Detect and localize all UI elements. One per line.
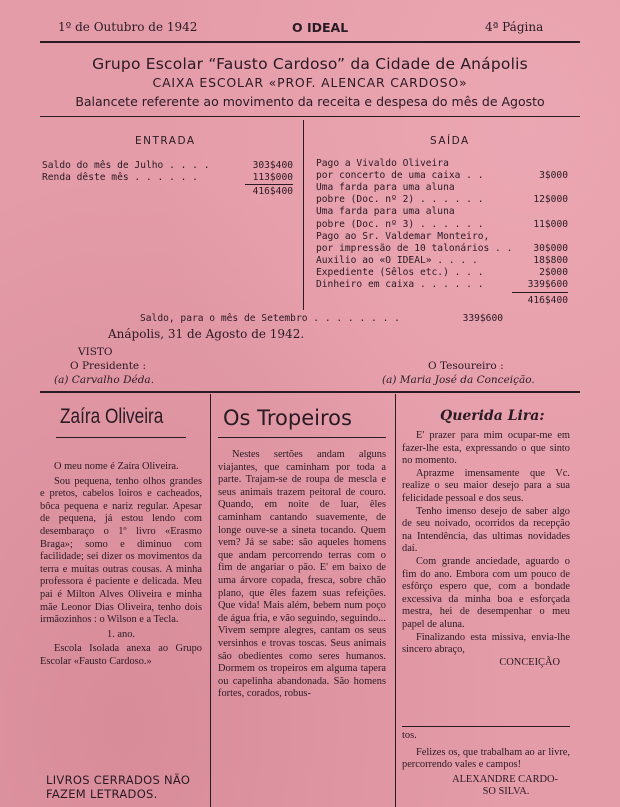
masthead-rule (40, 41, 580, 43)
saida-line: Dinheiro em caixa . . . . . . (316, 279, 484, 290)
felizes-signature: SO SILVA. (482, 786, 530, 798)
saida-total: 416$400 (527, 295, 568, 306)
saida-amount: 2$000 (539, 266, 568, 278)
saida-line: Auxilio ao «O IDEAL» . . . . (316, 254, 478, 266)
saida-line: Pago ao Sr. Valdemar Monteiro, (316, 230, 490, 242)
tropeiros-article (218, 449, 386, 701)
ledger-divider (303, 120, 304, 310)
report-title: Grupo Escolar “Fausto Cardoso” da Cidade de Anápolis (92, 55, 528, 73)
saida-amount: 12$000 (533, 194, 568, 206)
tesoureiro-label: O Tesoureiro : (428, 360, 504, 372)
report-subtitle: CAIXA ESCOLAR «PROF. ALENCAR CARDOSO» (152, 75, 468, 90)
felizes-signature: ALEXANDRE CARDO- (452, 773, 558, 785)
zaira-school: Escola Isolada anexa ao Grupo Escolar «Fausto Cardoso.» (40, 643, 202, 667)
saida-line: Pago a Vivaldo Oliveira (316, 158, 449, 169)
zaira-article (40, 461, 202, 669)
entrada-sum-rule (245, 184, 293, 185)
zaira-grade: 1. ano. (107, 628, 135, 640)
lira-title: Querida Lira: (440, 408, 545, 424)
lira-paragraph: E' prazer para mim ocupar-me em fazer-lhe esta, expressando o que sinto no momento. (402, 430, 570, 467)
lira-end-rule (402, 726, 570, 727)
saldo-line: Saldo, para o mês de Setembro . . . . . . . . (140, 313, 400, 324)
entrada-line: Saldo do mês de Julho . . . . (42, 160, 210, 171)
lira-paragraph: Com grande anciedade, aguardo o fim do ano. Embora com um pouco de esfôrço espero que, com a bondade excessiva da minha boa e esforçada mestra, hei de desempenhar o meu papel de aluna. (402, 555, 570, 630)
entrada-heading: ENTRADA (135, 135, 196, 147)
tropeiros-title-rule (218, 437, 386, 438)
saida-heading: SAÍDA (430, 135, 470, 147)
column-divider (395, 394, 396, 807)
saida-line: por concerto de uma caixa . . (316, 170, 484, 182)
presidente-name: (a) Carvalho Déda. (54, 374, 155, 386)
lira-signature: CONCEIÇÃO (499, 656, 560, 668)
tropeiros-title: Os Tropeiros (223, 406, 352, 430)
saida-line: pobre (Doc. nº 2) . . . . . . (316, 194, 484, 206)
presidente-label: O Presidente : (70, 360, 146, 372)
visto-label: VISTO (78, 346, 113, 358)
column-divider (210, 394, 211, 807)
entrada-amount: 113$000 (252, 172, 293, 183)
lira-paragraph: Tenho imenso desejo de saber algo de seu noivado, ocorridos da recepção na Intendência, das ultimas novidades daí. (402, 505, 570, 555)
saida-amount: 3$000 (539, 170, 568, 182)
zaira-title-rule (56, 437, 186, 438)
saida-sum-rule (512, 292, 568, 293)
zaira-paragraph: Sou pequena, tenho olhos grandes e pretos, cabelos loiros e cacheados, bôca pequena e nariz regular. Apesar de pequena, já estou lendo com desembaraço o 1º livro «Erasmo Braga»; somo e diminuo com facilidade; sei dizer os movimentos da terra e muitas outras cousas. A minha professora é paciente e delicada. Meu pai é Milton Alves Oliveira e minha mãe Leonor Dias Oliveira, tenho dois irmãozinhos : o Wilson e a Tecla. (40, 475, 202, 626)
report-top-rule (40, 116, 580, 117)
felizes-continuation: tos. (402, 730, 417, 741)
saida-line: Uma farda para uma aluna (316, 182, 455, 194)
saldo-amount: 339$600 (462, 313, 503, 324)
saida-amount: 18$800 (533, 254, 568, 266)
saida-line: Uma farda para uma aluna (316, 206, 455, 218)
issue-date: 1º de Outubro de 1942 (58, 20, 198, 34)
lira-paragraph: Finalizando esta missiva, envia-lhe sincero abraço, (402, 631, 570, 656)
saida-amount: 11$000 (533, 218, 568, 230)
saida-amount: 30$000 (533, 242, 568, 254)
felizes-paragraph: Felizes os, que trabalham ao ar livre, percorrendo vales e campos! (402, 746, 570, 771)
report-heading: Balancete referente ao movimento da receita e despesa do mês de Agosto (75, 94, 545, 109)
tropeiros-paragraph: Nestes sertões andam alguns viajantes, que caminham por toda a parte. Trajam-se de roupa de mescla e seus animais trazem peitoral de couro. Quando, em noite de luar, êles caminham cantando suavemente, de longe ouve-se a sineta tocando. Quem vem? Já se sabe: são aqueles homens que andam percorrendo terras com o fim de angariar o pão. E' em baixo de uma árvore copada, fresca, sobre chão plano, que êles fazem suas refeições. Que vida! Mais além, bebem num poço de água fria, e vão seguindo, seguindo... Vivem sempre alegres, cantam os seus versinhos e trovas toscas. Seus animais são obedientes como seres humanos. Dormem os tropeiros em alguma tapera ou capelinha abandonada. São homens fortes, corados, robus- (218, 449, 386, 700)
saida-line: Expediente (Sêlos etc.) . . . (316, 266, 484, 278)
place-date: Anápolis, 31 de Agosto de 1942. (108, 327, 305, 341)
entrada-total: 416$400 (252, 186, 293, 197)
page-number: 4ª Página (485, 20, 544, 34)
entrada-line: Renda dêste mês . . . . . . (42, 172, 198, 183)
newspaper-name: O IDEAL (292, 20, 349, 35)
zaira-paragraph: O meu nome é Zaíra Oliveira. (54, 461, 179, 472)
felizes-article (402, 730, 570, 799)
tesoureiro-name: (a) Maria José da Conceição. (382, 374, 535, 386)
section-rule (40, 391, 580, 393)
saida-line: por impressão de 10 talonários . . (316, 242, 513, 254)
zaira-title: Zaíra Oliveira (60, 405, 164, 428)
lira-paragraph: Aprazme imensamente que Vc. realize o seu maior desejo para a sua felicidade pessoal e dos seus. (402, 467, 570, 504)
lira-letter (402, 430, 570, 669)
saida-line: pobre (Doc. nº 3) . . . . . . (316, 218, 484, 230)
saida-amount: 339$600 (527, 279, 568, 290)
books-headline: LIVROS CERRADOS NÃO FAZEM LETRADOS. (46, 773, 191, 801)
entrada-amount: 303$400 (252, 160, 293, 171)
